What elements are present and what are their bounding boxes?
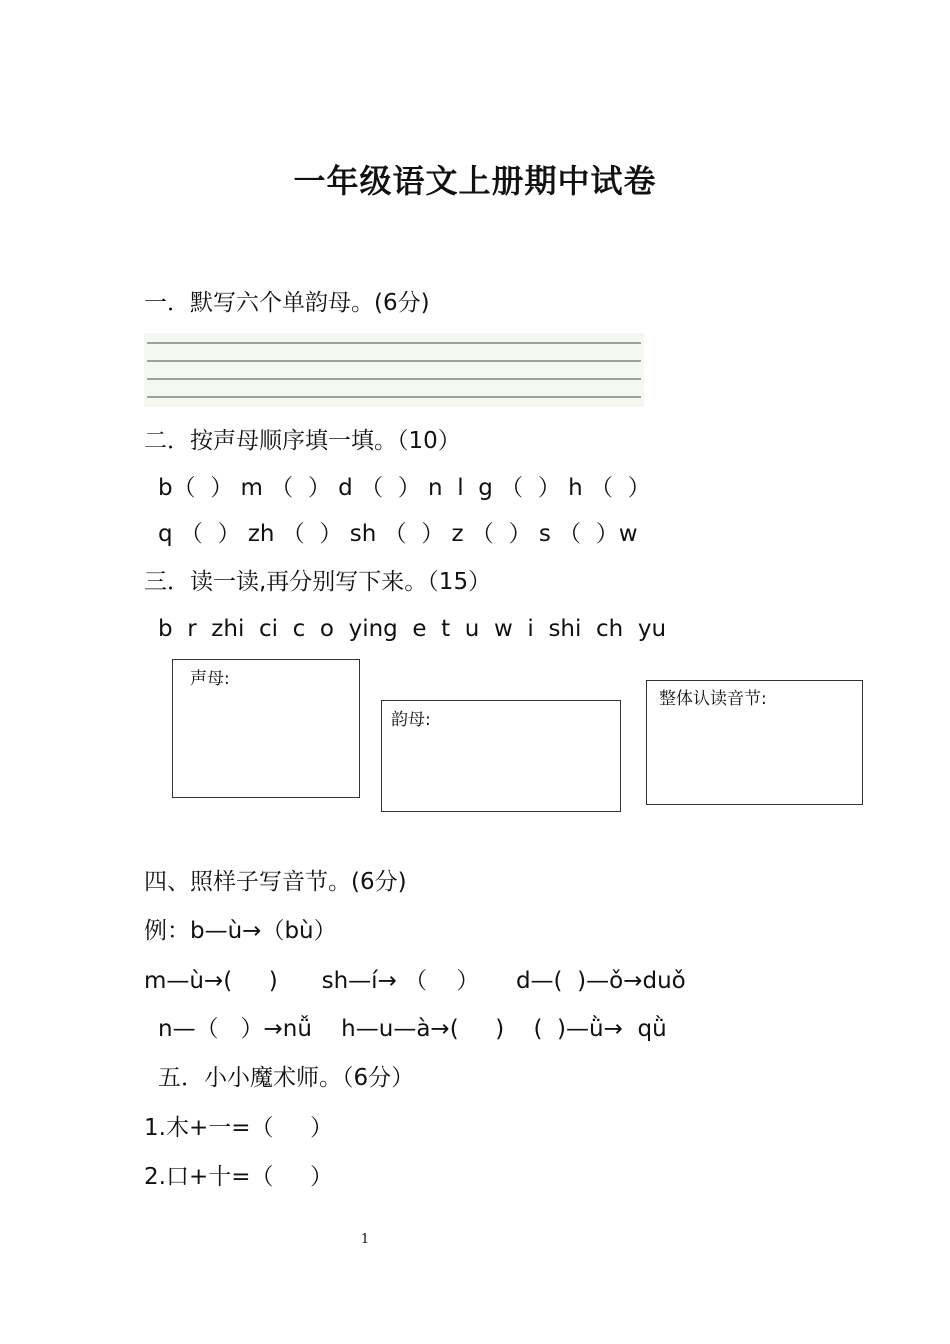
section-2-heading: 二．按声母顺序填一填。（10）	[144, 428, 461, 454]
zhengti-label: 整体认读音节:	[659, 689, 767, 709]
initials-row-1: b（ ） m （ ） d （ ） n l g （ ） h （ ）	[158, 475, 651, 501]
pinyin-writing-lines[interactable]	[144, 333, 644, 407]
zhengti-answer-box[interactable]	[646, 680, 863, 805]
section-4-heading: 四、照样子写音节。(6分)	[144, 869, 407, 895]
section-3-heading: 三．读一读,再分别写下来。（15）	[144, 569, 492, 595]
yunmu-answer-box[interactable]	[381, 700, 621, 812]
initials-row-2: q （ ） zh （ ） sh （ ） z （ ） s （ ）w	[158, 521, 638, 547]
writing-line	[147, 342, 641, 344]
writing-line	[147, 378, 641, 380]
shengmu-answer-box[interactable]	[172, 659, 360, 798]
magic-question-2: 2.口+十=（ ）	[144, 1164, 334, 1190]
yunmu-label: 韵母:	[391, 710, 431, 730]
writing-line	[147, 396, 641, 398]
syllable-exercise-row-1: m—ù→( ) sh—í→ （ ） d—( )—ǒ→duǒ	[144, 968, 686, 994]
shengmu-label: 声母:	[190, 669, 230, 689]
section-5-heading: 五．小小魔术师。（6分）	[158, 1065, 415, 1091]
writing-line	[147, 360, 641, 362]
page-number: 1	[360, 1232, 370, 1247]
page-title: 一年级语文上册期中试卷	[293, 162, 657, 200]
example-line: 例：b—ù→（bù）	[144, 918, 337, 944]
section-1-heading: 一．默写六个单韵母。(6分)	[144, 290, 430, 316]
magic-question-1: 1.木+一=（ ）	[144, 1115, 334, 1141]
syllable-exercise-row-2: n—（ ）→nǚ h—u—à→( ) ( )—ǜ→ qǜ	[158, 1016, 667, 1042]
syllable-list: b r zhi ci c o ying e t u w i shi ch yu	[158, 616, 667, 642]
